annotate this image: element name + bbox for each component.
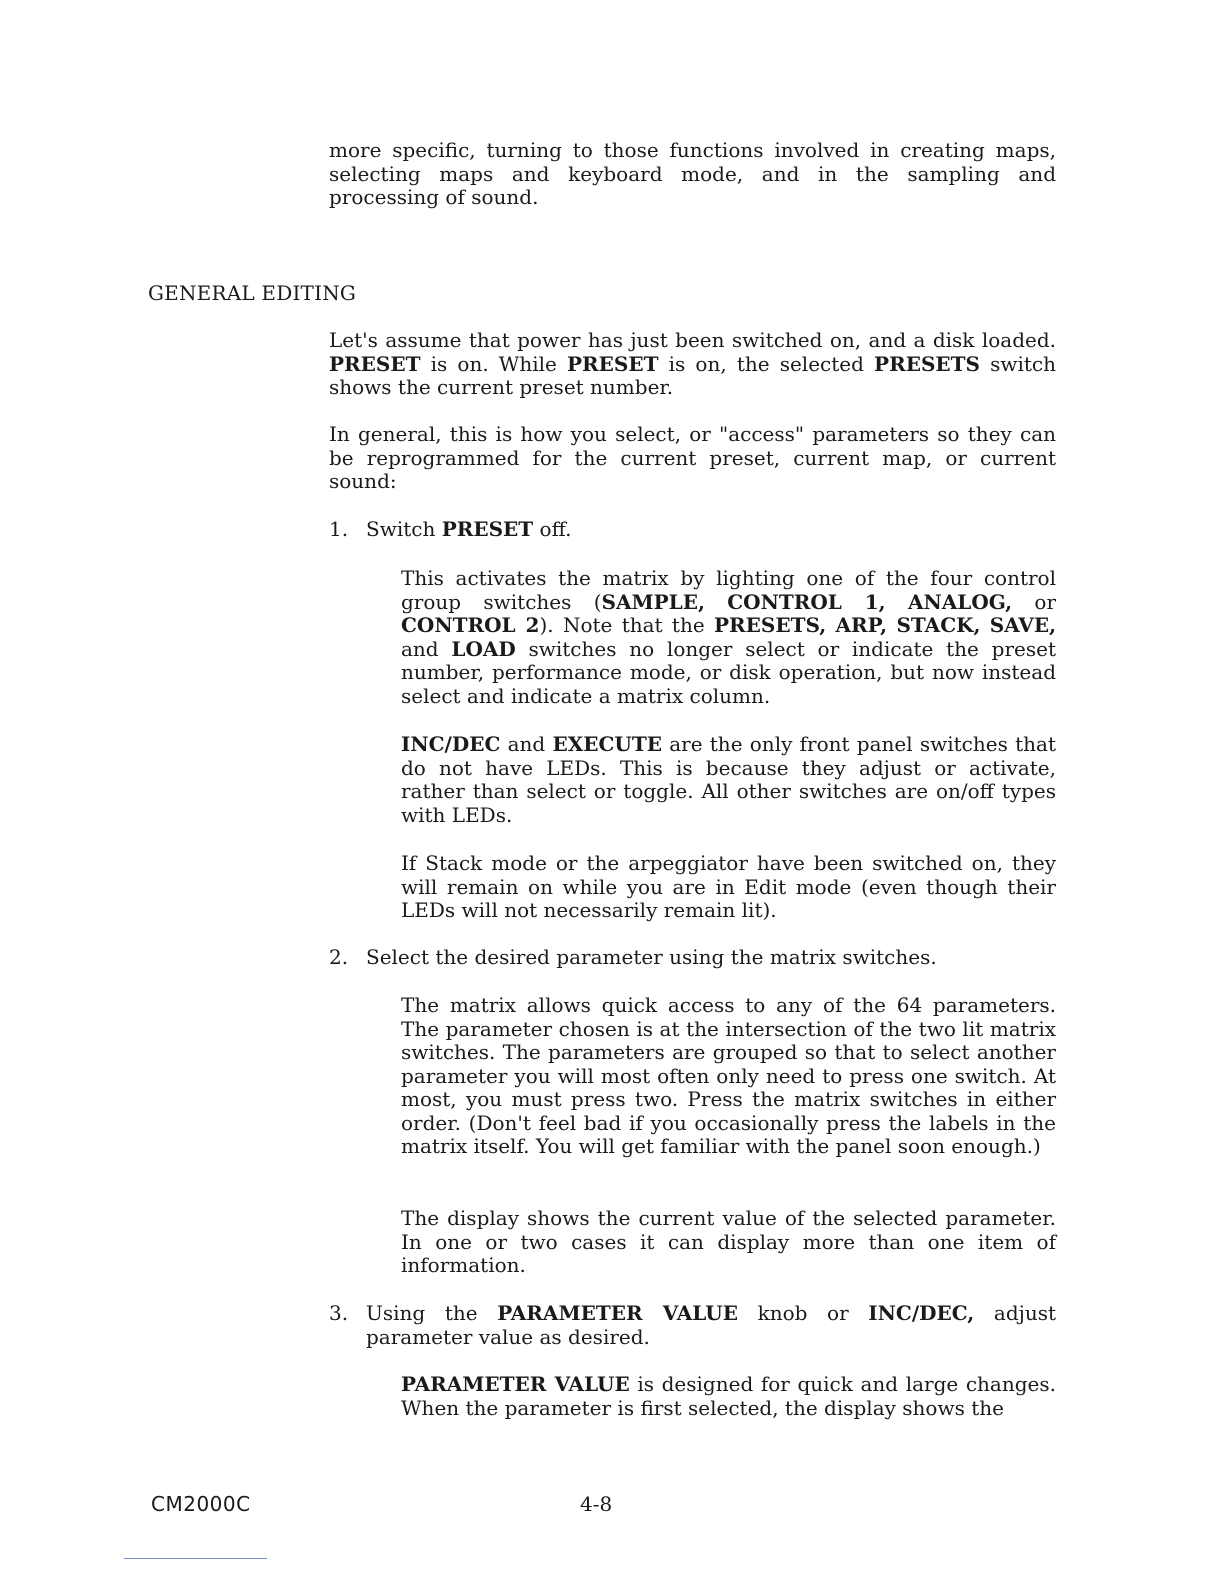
step-number: 1.	[329, 517, 349, 541]
parameter-value-paragraph: PARAMETER VALUE is designed for quick and large changes. When the parameter is first selected, the display shows the	[401, 1372, 1056, 1420]
footer-page-number: 4-8	[580, 1492, 613, 1516]
footer-model: CM2000C	[151, 1492, 251, 1516]
inc-dec-paragraph: INC/DEC and EXECUTE are the only front panel switches that do not have LEDs. This is because they adjust or activate, rather than select or toggle. All other switches are on/off types with LEDs.	[401, 732, 1056, 827]
step-number: 2.	[329, 945, 349, 969]
display-paragraph: The display shows the current value of the selected parameter. In one or two cases it can display more than one item of information.	[401, 1206, 1056, 1277]
section-heading: GENERAL EDITING	[148, 281, 357, 305]
intro-paragraph: more specific, turning to those functions involved in creating maps, selecting maps and keyboard mode, and in the sampling and processing of sound.	[329, 138, 1056, 209]
matrix-activation-paragraph: This activates the matrix by lighting one of the four control group switches (SAMPLE, CONTROL 1, ANALOG, or CONTROL 2). Note that the PRESETS, ARP, STACK, SAVE, and LOAD switches no longer select or indicate the preset number, performance mode, or disk operation, but now instead select and indicate a matrix column.	[401, 566, 1057, 708]
access-parameters-paragraph: In general, this is how you select, or "access" parameters so they can be reprogrammed for the current preset, current map, or current sound:	[329, 422, 1056, 493]
matrix-access-paragraph: The matrix allows quick access to any of the 64 parameters. The parameter chosen is at the intersection of the two lit matrix switches. The parameters are grouped so that to select another parameter you will most often only need to press one switch. At most, you must press two. Press the matrix switches in either order. (Don't feel bad if you occasionally press the labels in the matrix itself. You will get familiar with the panel soon enough.)	[401, 993, 1056, 1158]
step-number: 3.	[329, 1301, 349, 1325]
power-on-paragraph: Let's assume that power has just been switched on, and a disk loaded. PRESET is on. While PRESET is on, the selected PRESETS switch shows the current preset number.	[329, 328, 1056, 399]
step-text: Select the desired parameter using the matrix switches.	[366, 945, 937, 969]
step-text: Using the PARAMETER VALUE knob or INC/DEC, adjust parameter value as desired.	[366, 1301, 1056, 1349]
stack-mode-paragraph: If Stack mode or the arpeggiator have been switched on, they will remain on while you are in Edit mode (even though their LEDs will not necessarily remain lit).	[401, 851, 1056, 922]
step-text: Switch PRESET off.	[366, 517, 572, 541]
footnote-divider	[124, 1558, 267, 1559]
